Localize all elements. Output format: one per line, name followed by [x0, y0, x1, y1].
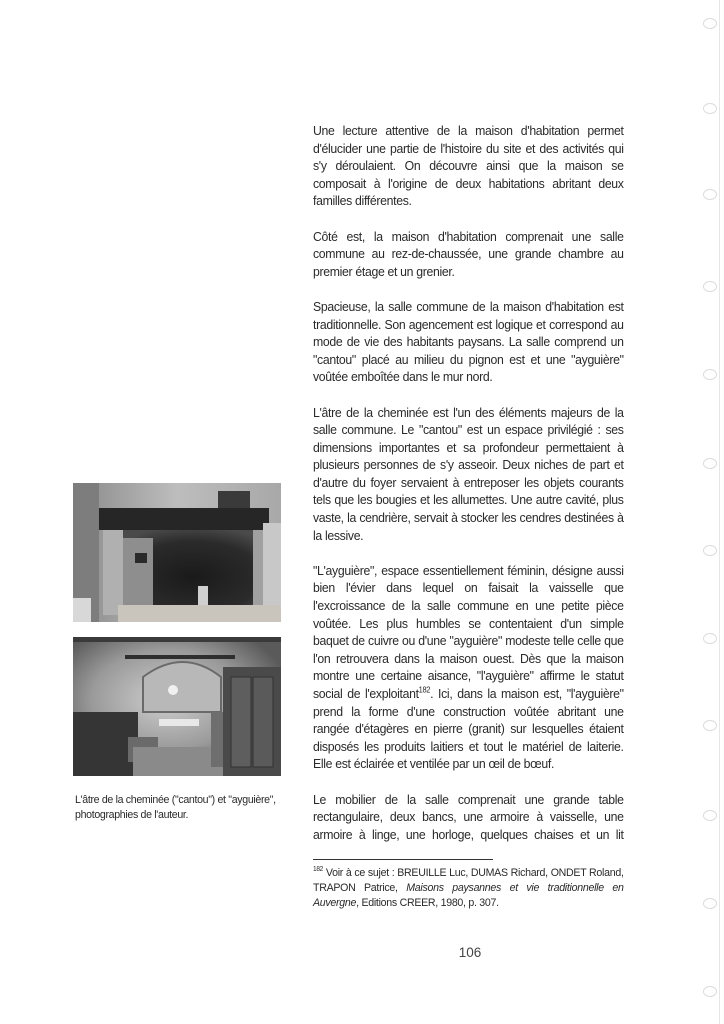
footnote-number: 182 — [313, 866, 324, 874]
binder-hole — [703, 810, 717, 821]
body-text — [313, 122, 624, 843]
paragraph: Côté est, la maison d'habitation comprenait une salle commune au rez-de-chaussée, une grande chambre au premier étage et un grenier. — [313, 228, 624, 279]
figure-caption — [75, 793, 289, 822]
paragraph-text: . Ici, dans la maison est, "l'ayguière" prend la forme d'une construction voûtée abritant une rangée d'étagères en pierre (granit) sur lesquelles étaient disposés les produits laitiers et tout le matériel de laiterie. Elle est éclairée et ventilée par un œil de bœuf. — [313, 686, 624, 772]
binder-hole — [703, 898, 717, 909]
binder-hole — [703, 103, 717, 114]
footnote-text: Voir à ce sujet : BREUILLE Luc, DUMAS Richard, ONDET Roland, TRAPON Patrice, — [313, 867, 624, 895]
binder-hole — [703, 281, 717, 292]
footnote-text: , Editions CREER, 1980, p. 307. — [356, 897, 499, 910]
binder-hole — [703, 545, 717, 556]
binder-hole — [703, 720, 717, 731]
footnote — [313, 866, 624, 912]
page-edge — [719, 0, 720, 1024]
photo-ayguiere — [73, 637, 281, 776]
paragraph — [313, 562, 624, 773]
binder-hole — [703, 458, 717, 469]
caption-line: photographies de l'auteur. — [75, 808, 189, 821]
binder-hole — [703, 986, 717, 997]
footnote-book-title: Maisons paysannes et vie traditionnelle en Auvergne — [313, 882, 624, 910]
caption-line: L'âtre de la cheminée ("cantou") et "ayguière", — [75, 794, 276, 806]
paragraph-text: "L'ayguière", espace essentiellement féminin, désigne aussi bien l'évier dans lequel on faisait la vaisselle que l'excroissance de la salle commune en une petite pièce voûtée. Les plus humbles se contentaient d'un simple baquet de cuivre ou d'une "ayguière" modeste telle celle que l'on retrouvera dans la maison ouest. Dès que la maison montre une certaine aisance, "l'ayguière" affirme le statut social de l'exploitant — [313, 562, 624, 701]
photo-fireplace — [73, 483, 281, 622]
paragraph: Spacieuse, la salle commune de la maison d'habitation est traditionnelle. Son agencement est logique et correspond au mode de vie des habitants paysans. La salle comprend un "cantou" placé au milieu du pignon est et une "ayguière" voûtée emboîtée dans le mur nord. — [313, 298, 624, 385]
page-number: 106 — [458, 945, 482, 960]
footnote-reference[interactable]: 182 — [418, 685, 431, 695]
paragraph: Une lecture attentive de la maison d'habitation permet d'élucider une partie de l'histoire du site et des activités qui s'y déroulaient. On découvre ainsi que la maison se composait à l'origine de deux habitations abritant deux familles différentes. — [313, 123, 624, 209]
binder-hole — [703, 633, 717, 644]
binder-hole — [703, 18, 717, 29]
paragraph: Le mobilier de la salle comprenait une grande table rectangulaire, deux bancs, une armoire à vaisselle, une armoire à linge, une horloge, quelques chaises et un lit — [313, 791, 624, 842]
binder-hole — [703, 189, 717, 200]
footnote-separator — [313, 859, 493, 860]
paragraph: L'âtre de la cheminée est l'un des éléments majeurs de la salle commune. Le "cantou" est un espace privilégié : ses dimensions importantes et sa profondeur permettaient à plusieurs personnes de s'y asseoir. Deux niches de part et d'autre du foyer servaient à entreposer les objets courants tels que les bougies et les allumettes. Une autre cavité, plus vaste, la cendrière, servait à stocker les cendres destinées à la lessive. — [313, 404, 624, 543]
binder-hole — [703, 369, 717, 380]
